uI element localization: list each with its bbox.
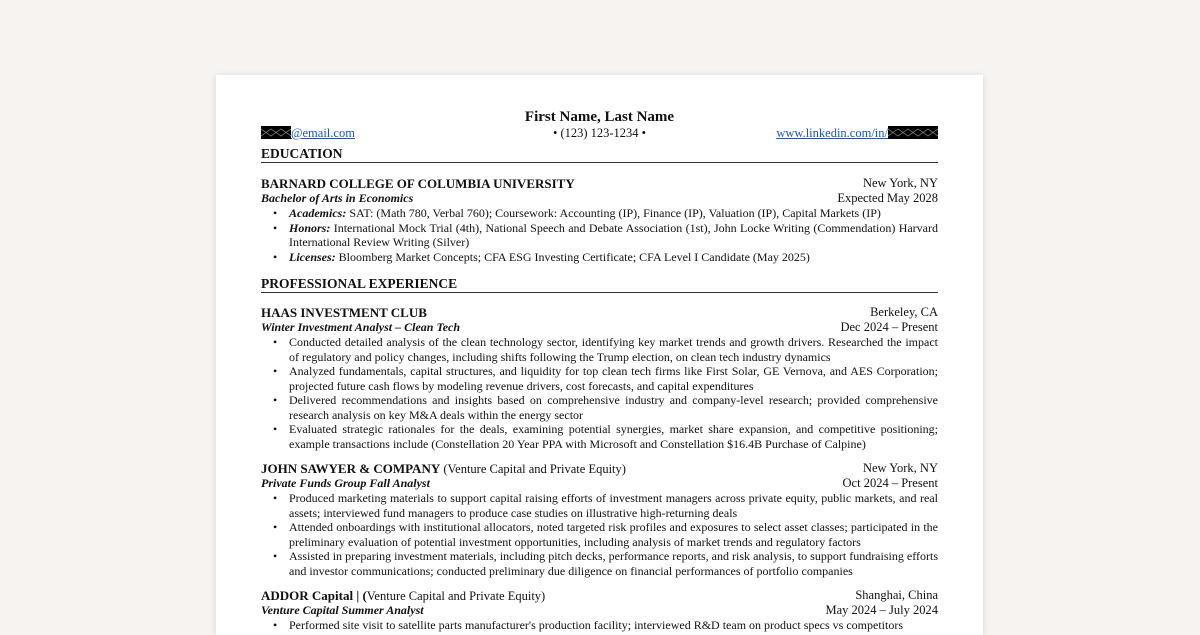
school-location: New York, NY <box>862 176 938 190</box>
role-row <box>261 320 938 335</box>
org-name <box>261 462 626 476</box>
list-item <box>289 250 938 265</box>
bullet-label: Licenses: <box>289 249 336 264</box>
job-date: Dec 2024 – Present <box>840 320 938 334</box>
linkedin-prefix: www.linkedin.com/in/ <box>776 126 888 140</box>
degree-name: Bachelor of Arts in Economics <box>261 191 414 205</box>
school-name: BARNARD COLLEGE OF COLUMBIA UNIVERSITY <box>261 176 575 191</box>
job-date: Oct 2024 – Present <box>842 476 938 490</box>
org-name <box>261 306 427 320</box>
job-entry <box>261 588 938 633</box>
job-bullets <box>261 618 938 633</box>
org-row <box>261 461 938 476</box>
org-row <box>261 305 938 320</box>
list-item: • Delivered recommendations and insights based on comprehensive industry and company-level research; provided comprehensive research analysis on key M&A deals within the energy sector <box>289 393 938 422</box>
org-title: JOHN SAWYER & COMPANY <box>261 461 441 476</box>
list-item <box>289 206 938 221</box>
resume-content <box>261 108 938 633</box>
bullet-text: International Mock Trial (4th), National Speech and Debate Association (1st), John Locke Writing (Commendation) Harvard International Review Writing (Silver) <box>289 220 938 249</box>
list-item: • Attended onboardings with institutional allocators, noted targeted risk profiles and exposures to select asset classes; participated in the preliminary evaluation of potential investment opportunities, including analysis of market trends and regulatory factors <box>289 520 938 549</box>
org-title: ADDOR Capital | ( <box>261 588 367 603</box>
list-item: • Assisted in preparing investment materials, including pitch decks, performance reports, and risk analysis, to support fundraising efforts and investor communications; conducted preliminary due diligence on financial performances of portfolio companies <box>289 549 938 578</box>
job-location: Shanghai, China <box>855 588 938 602</box>
job-bullets <box>261 335 938 451</box>
resume-page <box>216 75 983 635</box>
bullet-label: Academics: <box>289 206 347 220</box>
job-bullets <box>261 491 938 578</box>
role-row <box>261 476 938 491</box>
job-role: Private Funds Group Fall Analyst <box>261 476 430 490</box>
phone-number: • (123) 123-1234 • <box>552 126 647 140</box>
list-item: • Evaluated strategic rationales for the deals, examining potential synergies, market share expansion, and competitive positioning; example transactions include (Constellation 20 Year PPA with Microsoft and Constellation $16.4B Purchase of Calpine) <box>289 422 938 451</box>
degree-row <box>261 191 938 206</box>
job-entry <box>261 461 938 578</box>
job-entry <box>261 305 938 451</box>
org-name <box>261 589 545 603</box>
bullet-text: SAT: (Math 780, Verbal 760); Coursework: Accounting (IP), Finance (IP), Valuation (IP), Capital Markets (IP) <box>346 206 881 220</box>
role-row <box>261 603 938 618</box>
list-item: • Produced marketing materials to support capital raising efforts of investment managers across private equity, public markets, and real assets; interviewed fund managers to produce case studies on illustrative high-returning deals <box>289 491 938 520</box>
org-title: HAAS INVESTMENT CLUB <box>261 305 427 320</box>
education-heading: EDUCATION <box>261 146 938 163</box>
education-bullets <box>261 206 938 264</box>
job-location: Berkeley, CA <box>870 305 938 319</box>
linkedin-link[interactable] <box>776 126 938 141</box>
redaction-block <box>888 126 938 139</box>
email-suffix: @email.com <box>291 126 355 140</box>
org-row <box>261 588 938 603</box>
job-date: May 2024 – July 2024 <box>825 603 938 617</box>
org-subtitle: Venture Capital and Private Equity) <box>366 589 546 603</box>
candidate-name: First Name, Last Name <box>524 109 675 125</box>
education-entry <box>261 176 938 264</box>
org-subtitle: (Venture Capital and Private Equity) <box>440 462 626 476</box>
job-location: New York, NY <box>862 461 938 475</box>
list-item: • Performed site visit to satellite parts manufacturer's production facility; interviewed R&D team on product specs vs competitors <box>289 618 938 633</box>
job-role: Venture Capital Summer Analyst <box>261 603 424 617</box>
bullet-text: Bloomberg Market Concepts; CFA ESG Investing Certificate; CFA Level I Candidate (May 2025) <box>335 249 810 264</box>
list-item: • Analyzed fundamentals, capital structures, and liquidity for top clean tech firms like First Solar, GE Vernova, and AES Corporation; projected future cash flows by modeling revenue drivers, cost forecasts, and capital expenditures <box>289 364 938 393</box>
list-item <box>289 221 938 250</box>
degree-date: Expected May 2028 <box>837 191 938 205</box>
school-row <box>261 176 938 191</box>
contact-line <box>261 126 938 141</box>
list-item: • Conducted detailed analysis of the clean technology sector, identifying key market trends and growth drivers. Researched the impact of regulatory and policy changes, including shifts following the Trump election, on clean tech industry dynamics <box>289 335 938 364</box>
experience-heading: PROFESSIONAL EXPERIENCE <box>261 276 938 293</box>
bullet-label: Honors: <box>289 220 331 235</box>
job-role: Winter Investment Analyst – Clean Tech <box>261 320 461 334</box>
